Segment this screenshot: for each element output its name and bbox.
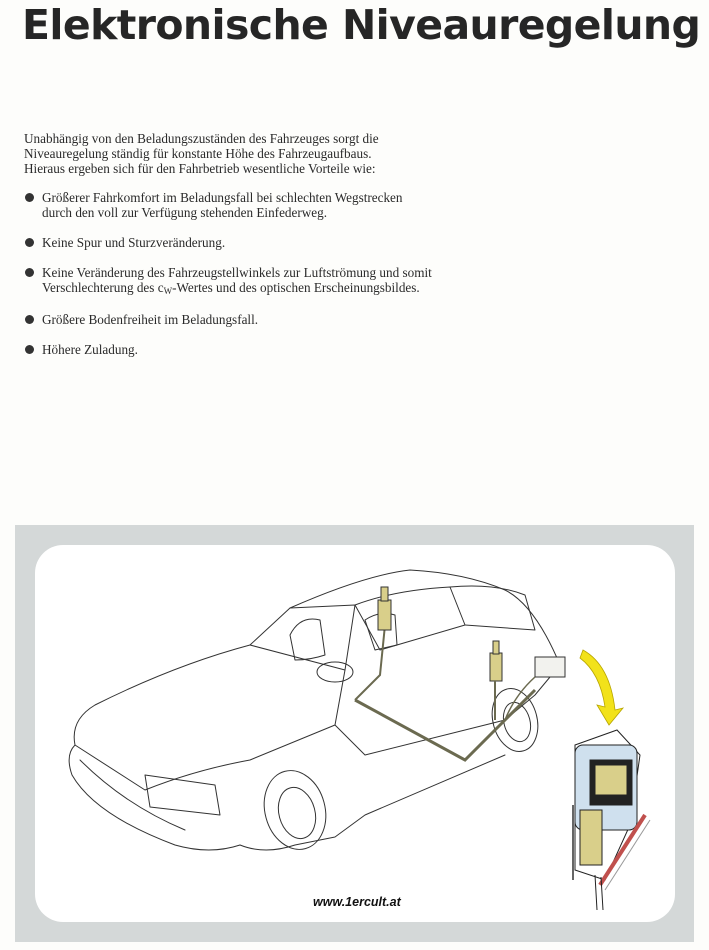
list-item <box>24 235 524 250</box>
list-item-text: Größerer Fahrkomfort im Beladungsfall bei schlechten Wegstrecken <box>42 190 403 205</box>
bullet-icon <box>25 238 34 247</box>
list-item-text: Keine Veränderung des Fahrzeugstellwinkels zur Luftströmung und somit <box>42 265 432 280</box>
steering-wheel <box>317 662 353 682</box>
list-item <box>24 312 524 327</box>
detail-arrow-icon <box>580 650 623 725</box>
intro-line: Unabhängig von den Beladungszuständen des Fahrzeuges sorgt die <box>24 131 379 146</box>
list-item-text: Größere Bodenfreiheit im Beladungsfall. <box>42 312 259 327</box>
compressor-box <box>535 657 565 677</box>
car-front <box>69 745 240 850</box>
text-segment: -Wertes und des optischen Erscheinungsbildes. <box>172 280 420 295</box>
subscript: W <box>163 286 173 296</box>
list-item <box>24 342 524 357</box>
list-item-text: durch den voll zur Verfügung stehenden Einfederweg. <box>42 205 328 220</box>
headlight <box>145 775 220 815</box>
front-strut <box>378 600 391 630</box>
website-watermark: www.1ercult.at <box>313 895 401 909</box>
compressor-detail <box>573 730 650 910</box>
car-roof <box>290 570 560 665</box>
list-item-text: Keine Spur und Sturzveränderung. <box>42 235 226 250</box>
intro-line: Niveauregelung ständig für konstante Höhe des Fahrzeugaufbaus. <box>24 146 372 161</box>
bullet-icon <box>25 315 34 324</box>
car-illustration <box>35 545 675 922</box>
car-windshield <box>250 605 355 670</box>
figure-frame <box>15 525 694 942</box>
bullet-icon <box>25 268 34 277</box>
rear-strut <box>490 653 502 681</box>
text-segment: Verschlechterung des c <box>42 280 164 295</box>
list-item <box>24 190 524 220</box>
intro-paragraph <box>24 131 504 176</box>
figure-panel <box>35 545 675 922</box>
bullet-icon <box>25 193 34 202</box>
intro-line: Hieraus ergeben sich für den Fahrbetrieb wesentliche Vorteile wie: <box>24 161 376 176</box>
page-title: Elektronische Niveauregelung <box>22 1 701 49</box>
seat <box>290 619 325 660</box>
bullet-icon <box>25 345 34 354</box>
list-item-text: Höhere Zuladung. <box>42 342 138 357</box>
front-wheel <box>256 764 335 857</box>
list-item-text <box>42 280 524 299</box>
list-item <box>24 265 524 299</box>
car-hood <box>74 645 345 790</box>
pressure-line <box>355 690 535 760</box>
